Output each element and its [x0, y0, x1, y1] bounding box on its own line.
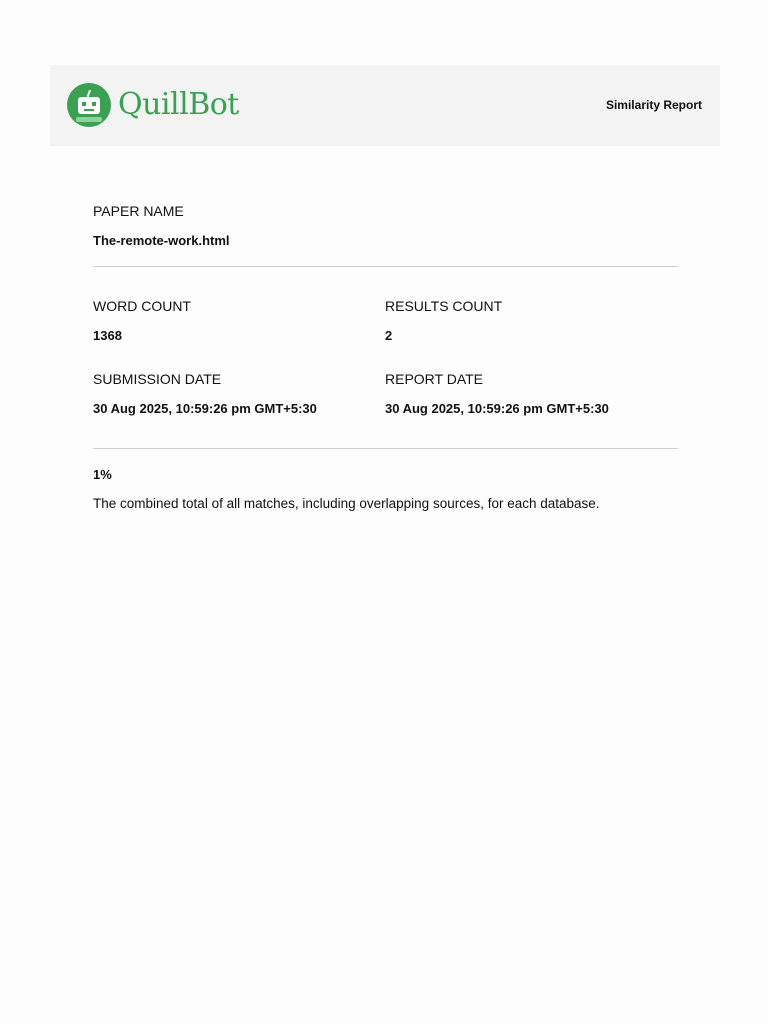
report-header [50, 65, 720, 146]
brand-wordmark: QuillBot [118, 87, 239, 122]
similarity-description: The combined total of all matches, including overlapping sources, for each database. [93, 496, 600, 511]
quillbot-logo [66, 82, 239, 128]
report-date-value: 30 Aug 2025, 10:59:26 pm GMT+5:30 [385, 401, 609, 416]
submission-date-label: SUBMISSION DATE [93, 371, 222, 387]
results-count-label: RESULTS COUNT [385, 298, 503, 314]
word-count-label: WORD COUNT [93, 298, 191, 314]
paper-name-value: The-remote-work.html [93, 233, 230, 248]
paper-name-label: PAPER NAME [93, 203, 184, 219]
similarity-percent: 1% [93, 467, 112, 482]
divider [93, 448, 678, 449]
submission-date-value: 30 Aug 2025, 10:59:26 pm GMT+5:30 [93, 401, 317, 416]
divider [93, 266, 678, 267]
quillbot-robot-icon [66, 82, 112, 128]
report-date-label: REPORT DATE [385, 371, 484, 387]
report-title: Similarity Report [605, 98, 702, 112]
results-count-value: 2 [385, 328, 393, 343]
word-count-value: 1368 [93, 328, 122, 343]
